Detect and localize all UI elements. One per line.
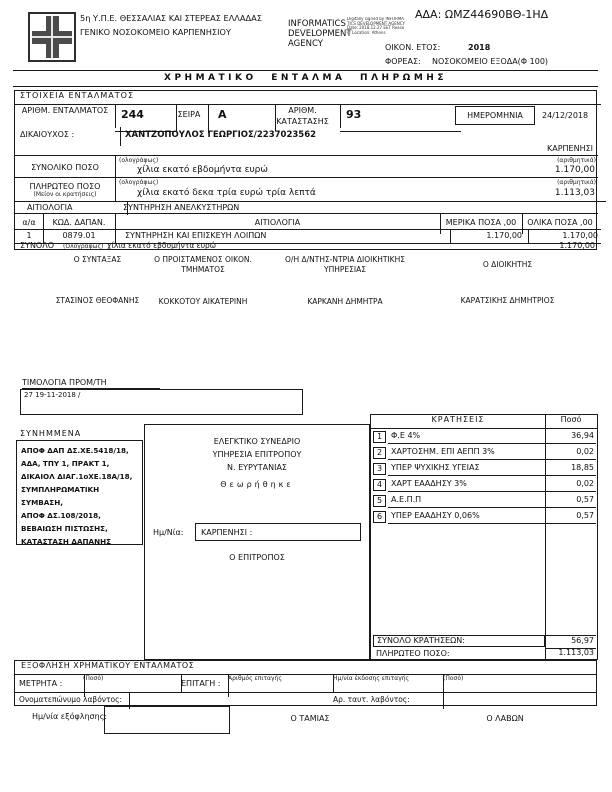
payable-amount-sublabel: (Μείον οι κρατήσεις): [33, 191, 97, 198]
page-title: ΧΡΗΜΑΤΙΚΟ ΕΝΤΑΛΜΑ ΠΛΗΡΩΜΗΣ: [164, 73, 447, 83]
deduction-label: ΧΑΡΤ ΕΑΑΔΗΣΥ 3%: [388, 479, 548, 492]
recipient-name-label: Ονοματεπώνυμο λαβόντος:: [15, 692, 130, 709]
attachments-box: [16, 440, 143, 545]
deduction-amount: 0,57: [546, 495, 596, 508]
audit-date-label: Ημ/Νία:: [153, 528, 184, 537]
payable-amount-label: ΠΛΗΡΩΤΕΟ ΠΟΣΟ: [29, 182, 101, 191]
total-amount-label: ΣΥΝΟΛΙΚΟ ΠΟΣΟ: [15, 155, 116, 185]
expense-header-index: α/α: [15, 213, 44, 234]
cashier-label: Ο ΤΑΜΙΑΣ: [290, 714, 330, 723]
total-numeric-tag: (αριθμητικά): [557, 157, 596, 164]
deduction-amount: 36,94: [546, 431, 596, 444]
ada-value: ΩΜΖ44690ΒΘ-1ΗΔ: [444, 8, 549, 21]
deduction-amount: 18,85: [546, 463, 596, 476]
reason-label: ΑΙΤΙΟΛΟΓΙΑ: [15, 201, 128, 215]
signatory-role: Ο/Η Δ/ΝΤΗΣ-ΝΤΡΙΑ ΔΙΟΙΚΗΤΙΚΗΣ ΥΠΗΡΕΣΙΑΣ: [285, 255, 405, 274]
deduction-no: 1: [373, 431, 386, 443]
attachment-line: ΑΠΟΦ ΔΣ.108/2018,: [21, 511, 101, 520]
signatory-admin-director: [270, 255, 420, 306]
date-value: 24/12/2018: [542, 111, 589, 120]
deduction-label: ΥΠΕΡ ΨΥΧΙΚΗΣ ΥΓΕΙΑΣ: [388, 463, 548, 476]
deduction-no: 4: [373, 479, 386, 491]
org-line1: 5η Υ.Π.Ε. ΘΕΣΣΑΛΙΑΣ ΚΑΙ ΣΤΕΡΕΑΣ ΕΛΛΑΔΑΣ: [80, 13, 262, 23]
deduction-label: ΥΠΕΡ ΕΑΑΔΗΣΥ 0,06%: [388, 511, 548, 524]
deductions-total-label: ΣΥΝΟΛΟ ΚΡΑΤΗΣΕΩΝ:: [373, 635, 545, 647]
cheque-date-field: Ημ/νία έκδοσης επιταγής: [330, 674, 444, 693]
deduction-no: 6: [373, 511, 386, 523]
payable-words: χίλια εκατό δεκα τρία ευρώ τρία λεπτά: [137, 188, 316, 198]
fiscal-year-value: 2018: [468, 43, 491, 52]
deduction-no: 5: [373, 495, 386, 507]
digital-signature-details: Digitally signed by INFORMATICS DEVELOPMENT AGENCY Date: 2018.12.27 EET Reason: Location: Athens: [347, 17, 405, 35]
total-numeric-value: 1.170,00: [554, 165, 595, 175]
payable-words-tag: (ολογράφως): [119, 179, 159, 186]
invoices-value: 27 19-11-2018 /: [24, 391, 81, 399]
expense-header-code: ΚΩΔ. ΔΑΠΑΝ.: [43, 213, 116, 234]
header-divider: [13, 70, 598, 71]
expense-sum-words: χίλια εκατό εβδομήντα ευρώ: [107, 241, 217, 250]
settlement-box: [14, 660, 597, 706]
audit-commissioner-label: Ο ΕΠΙΤΡΟΠΟΣ: [229, 553, 285, 562]
ada-line: [415, 8, 548, 21]
expense-sum-words-tag: (Ολογράφως): [63, 243, 104, 250]
attachment-line: ΑΔΑ, ΤΠΥ 1, ΠΡΑΚΤ 1,: [21, 459, 110, 468]
settlement-title: ΕΞΟΦΛΗΣΗ ΧΡΗΜΑΤΙΚΟΥ ΕΝΤΑΛΜΑΤΟΣ: [15, 661, 596, 675]
expense-sum-row: [15, 241, 598, 251]
expense-header-partial: ΜΕΡΙΚΑ ΠΟΣΑ ,00: [440, 213, 523, 234]
attachment-line: ΚΑΤΑΣΤΑΣΗ ΔΑΠΑΝΗΣ: [21, 537, 112, 546]
signatory-name: ΚΑΡΑΤΣΙΚΗΣ ΔΗΜΗΤΡΙΟΣ: [460, 296, 555, 305]
hospital-cross-logo: [28, 12, 76, 62]
deduction-label: Φ.Ε 4%: [388, 431, 548, 444]
deduction-no: 2: [373, 447, 386, 459]
order-number-label: ΑΡΙΘΜ. ΕΝΤΑΛΜΑΤΟΣ: [15, 104, 116, 128]
fiscal-year-label: ΟΙΚΟΝ. ΕΤΟΣ:: [385, 43, 441, 52]
entity-label: ΦΟΡΕΑΣ:: [385, 57, 421, 66]
attachment-line: ΣΥΜΒΑΣΗ,: [21, 498, 63, 507]
recipient-id-field: [440, 692, 596, 707]
recipient-name-field: [125, 692, 330, 707]
deduction-amount: 0,57: [546, 511, 596, 524]
digital-signer-name: INFORMATICS DEVELOPMENT AGENCY: [288, 19, 352, 49]
settle-date-field: [104, 706, 230, 734]
expense-row-total: 1.170,00: [522, 229, 601, 244]
total-words-tag: (ολογράφως): [119, 157, 159, 164]
audit-office-line1: ΕΛΕΓΚΤΙΚΟ ΣΥΝΕΔΡΙΟ: [213, 437, 301, 446]
signatory-role: Ο ΣΥΝΤΑΞΑΣ: [73, 255, 122, 264]
attachment-line: ΣΥΜΠΛΗΡΩΜΑΤΙΚΗ: [21, 485, 100, 494]
cheque-label: ΕΠΙΤΑΓΗ :: [178, 674, 229, 697]
signatory-name: ΣΤΑΣΙΝΟΣ ΘΕΟΦΑΝΗΣ: [55, 296, 140, 305]
invoices-box: [20, 389, 303, 415]
settle-date-label: Ημ/νία εξόφλησης:: [32, 712, 108, 721]
expense-row-index: 1: [15, 229, 44, 244]
beneficiary-label: ΔΙΚΑΙΟΥΧΟΣ :: [15, 127, 121, 146]
payable-amount-label-cell: [15, 177, 116, 202]
title-divider: [13, 86, 598, 87]
expense-sum-label: ΣΥΝΟΛΟ: [20, 241, 54, 250]
deductions-table: [370, 414, 598, 660]
ada-label: ΑΔΑ:: [415, 8, 442, 21]
series-value: Α: [208, 104, 276, 131]
total-amount-cell: [115, 155, 598, 178]
total-words: χίλια εκατό εβδομήντα ευρώ: [137, 165, 268, 175]
order-section-title: ΣΤΟΙΧΕΙΑ ΕΝΤΑΛΜΑΤΟΣ: [15, 91, 601, 105]
attachment-line: ΔΙΚΑΙΟΛ ΔΙΑΓ.1οΧΕ.18Α/18,: [21, 472, 133, 481]
audit-office-box: [144, 424, 370, 660]
signatory-role: Ο ΔΙΟΙΚΗΤΗΣ: [482, 260, 533, 269]
payable-numeric-value: 1.113,03: [554, 188, 595, 198]
receiver-label: Ο ΛΑΒΩΝ: [486, 714, 524, 723]
deduction-label: Α.Ε.Π.Π: [388, 495, 548, 508]
deduction-amount: 0,02: [546, 479, 596, 492]
deduction-no: 3: [373, 463, 386, 475]
invoices-label: ΤΙΜΟΛΟΓΙΑ ΠΡΟΜ/ΤΗ: [22, 378, 160, 389]
order-details-box: [14, 90, 597, 250]
cheque-number-field: Αριθμός επιταγής: [225, 674, 334, 693]
reason-value: ΣΥΝΤΗΡΗΣΗ ΑΝΕΛΚΥΣΤΗΡΩΝ: [115, 201, 606, 215]
audit-office-line2: ΥΠΗΡΕΣΙΑ ΕΠΙΤΡΟΠΟΥ: [212, 450, 302, 459]
payable-numeric-tag: (αριθμητικά): [557, 179, 596, 186]
status-value: 93: [340, 104, 461, 132]
deduction-amount: 0,02: [546, 447, 596, 460]
audit-place-field: [195, 523, 361, 541]
place-label: ΚΑΡΠΕΝΗΣΙ: [546, 144, 593, 153]
signatory-role: Ο ΠΡΟΙΣΤΑΜΕΝΟΣ ΟΙΚΟΝ. ΤΜΗΜΑΤΟΣ: [154, 255, 252, 274]
attachments-label: ΣΥΝΗΜΜΕΝΑ: [20, 429, 82, 438]
payable-amount-cell: [115, 177, 598, 202]
expense-row-reason: ΣΥΝΤΗΡΗΣΗ ΚΑΙ ΕΠΙΣΚΕΥΗ ΛΟΙΠΩΝ: [115, 229, 451, 244]
deductions-amount-header: Ποσό: [545, 415, 597, 429]
signatory-finance-head: [133, 255, 273, 306]
cash-label: ΜΕΤΡΗΤΑ :: [15, 674, 85, 697]
order-number-value: 244: [115, 104, 177, 132]
logo-horizontal-line: [32, 36, 72, 38]
signatory-governor: [425, 255, 590, 305]
expense-row-code: 0879.01: [43, 229, 116, 244]
cash-amount-field: (Ποσό): [80, 674, 182, 693]
audit-place-value: ΚΑΡΠΕΝΗΣΙ :: [201, 528, 253, 537]
deduction-label: ΧΑΡΤΟΣΗΜ. ΕΠΙ ΑΕΠΠ 3%: [388, 447, 548, 460]
status-label: ΑΡΙΘΜ. ΚΑΤΑΣΤΑΣΗΣ: [265, 104, 341, 128]
signatory-name: ΚΟΚΚΟΤΟΥ ΑΙΚΑΤΕΡΙΝΗ: [158, 297, 248, 306]
deductions-total-value: 56,97: [546, 635, 596, 649]
deductions-payable-value: 1.113,03: [546, 648, 596, 661]
series-label: ΣΕΙΡΑ: [170, 104, 209, 133]
expense-header-total: ΟΛΙΚΑ ΠΟΣΑ ,00: [522, 213, 598, 234]
expense-sum-value: 1.170,00: [559, 241, 595, 250]
deductions-title: ΚΡΑΤΗΣΕΙΣ: [371, 415, 545, 429]
org-line2: ΓΕΝΙΚΟ ΝΟΣΟΚΟΜΕΙΟ ΚΑΡΠΕΝΗΣΙΟΥ: [80, 27, 231, 37]
recipient-id-label: Αρ. ταυτ. λαβόντος:: [330, 692, 444, 709]
audit-approved-text: Θεωρήθηκε: [220, 480, 294, 489]
entity-value: ΝΟΣΟΚΟΜΕΙΟ ΕΞΟΔΑ(Φ 100): [432, 57, 549, 66]
attachment-line: ΒΕΒΑΙΩΣΗ ΠΙΣΤΩΣΗΣ,: [21, 524, 108, 533]
expense-header-reason: ΑΙΤΙΟΛΟΓΙΑ: [115, 213, 441, 234]
signatory-name: ΚΑΡΚΑΝΗ ΔΗΜΗΤΡΑ: [307, 297, 383, 306]
deductions-payable-label: ΠΛΗΡΩΤΕΟ ΠΟΣΟ:: [376, 649, 450, 658]
audit-office-line3: Ν. ΕΥΡΥΤΑΝΙΑΣ: [227, 463, 287, 472]
attachment-line: ΑΠΟΦ ΔΑΠ ΔΣ.ΧΕ.5418/18,: [21, 446, 129, 455]
cheque-amount-field: (Ποσό): [443, 675, 464, 682]
expense-row-partial: 1.170,00: [440, 229, 529, 244]
date-label: ΗΜΕΡΟΜΗΝΙΑ: [455, 106, 535, 125]
beneficiary-value: ΧΑΝΤΖΟΠΟΥΛΟΣ ΓΕΩΡΓΙΟΣ/2237023562: [125, 130, 317, 140]
